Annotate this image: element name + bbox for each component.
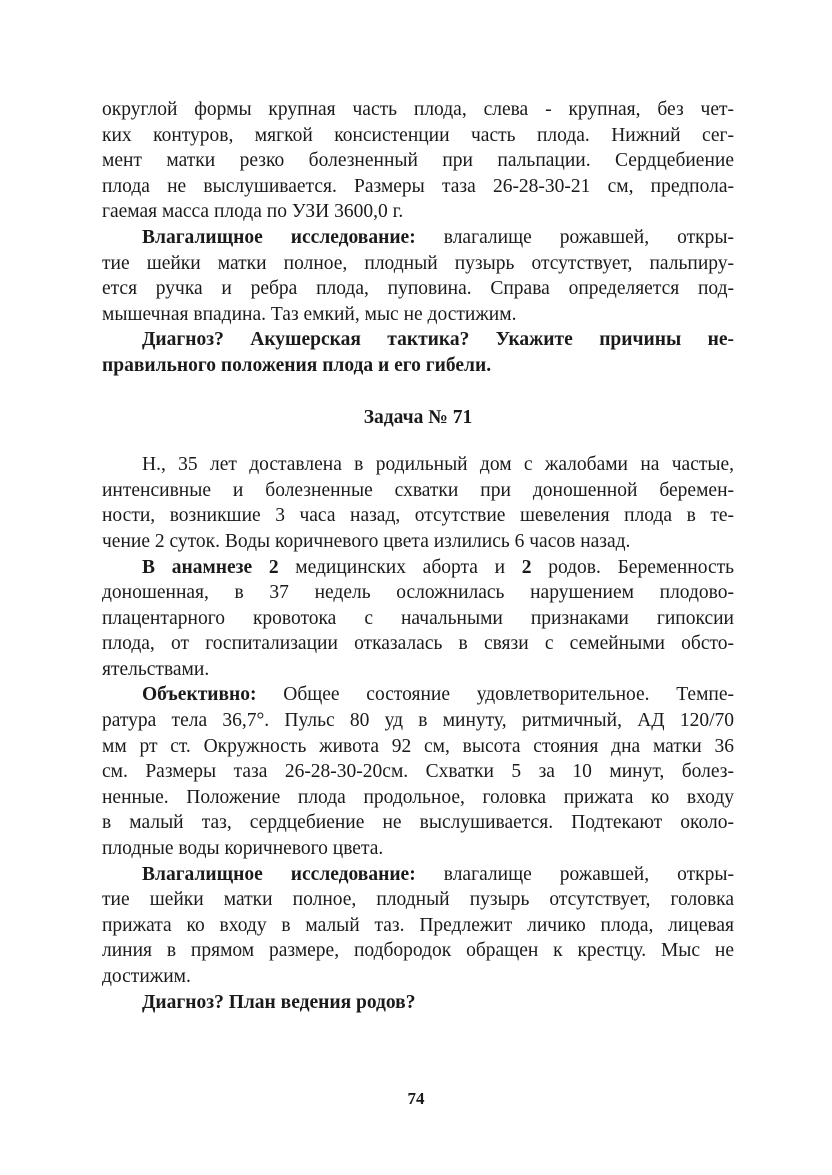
text-line: см. Размеры таза 26-28-30-20см. Схватки 5 за 10 минут, болез-	[102, 761, 734, 783]
text-line: ратура тела 36,7°. Пульс 80 уд в минуту, ритмичный, АД 120/70	[102, 710, 734, 732]
bold-lead: В анамнезе	[142, 556, 253, 578]
question-block-2	[102, 990, 734, 1016]
text-line: округлой формы крупная часть плода, слева - крупная, без чет-	[102, 99, 734, 120]
text-line: мышечная впадина. Таз емкий, мыс не достижим.	[102, 303, 517, 325]
text-line: правильного положения плода и его гибели.	[102, 354, 492, 376]
text-line: ких контуров, мягкой консистенции часть плода. Нижний сег-	[102, 124, 734, 146]
text-line: тие шейки матки полное, плодный пузырь отсутствует, головка	[102, 889, 734, 911]
text-line: доношенная, в 37 недель осложнилась нарушением плодово-	[102, 582, 734, 604]
paragraph-case-description	[102, 97, 734, 225]
bold-number: 2	[521, 556, 532, 578]
paragraph-anamnesis	[102, 555, 734, 683]
text-line	[102, 862, 734, 888]
text-line	[102, 555, 734, 581]
paragraph-vaginal-exam-2	[102, 862, 734, 990]
text-run: медицинских аборта и	[278, 556, 522, 578]
text-run	[252, 557, 269, 578]
text-line	[102, 225, 734, 251]
text-line: Н., 35 лет доставлена в родильный дом с жалобами на частые,	[142, 454, 734, 476]
text-line: ятельствами.	[102, 658, 210, 680]
text-line: прижата ко входу в малый таз. Предлежит личико плода, лицевая	[102, 914, 734, 936]
paragraph-complaints	[102, 452, 734, 554]
text-line: мент матки резко болезненный при пальпации. Сердцебиение	[102, 150, 734, 172]
text-line: ненные. Положение плода продольное, головка прижата ко входу	[102, 786, 734, 808]
text-line: чение 2 суток. Воды коричневого цвета излились 6 часов назад.	[102, 530, 631, 552]
text-run: родов. Беременность	[531, 556, 735, 578]
bold-lead: Влагалищное исследование:	[142, 863, 416, 885]
task-heading: Задача № 71	[363, 406, 473, 428]
text-line: ется ручка и ребра плода, пуповина. Справа определяется под-	[102, 278, 734, 300]
paragraph-objective	[102, 682, 734, 861]
text-line: мм рт ст. Окружность живота 92 см, высота стояния дна матки 36	[102, 735, 734, 757]
bold-lead: Влагалищное исследование:	[142, 226, 416, 248]
bold-number: 2	[268, 556, 279, 578]
page-number: 74	[407, 1089, 425, 1108]
text-line: Диагноз? Акушерская тактика? Укажите причины не-	[142, 329, 734, 351]
text-run: влагалище рожавшей, откры-	[415, 863, 734, 885]
text-line: гаемая масса плода по УЗИ 3600,0 г.	[102, 201, 404, 223]
text-line: ности, возникшие 3 часа назад, отсутствие шевеления плода в те-	[102, 505, 734, 527]
document-page	[102, 97, 734, 1015]
text-line: линия в прямом размере, подбородок обращен к крестцу. Мыс не	[102, 940, 734, 962]
bold-lead: Объективно:	[142, 684, 257, 706]
text-line: плода, от госпитализации отказалась в связи с семейными обсто-	[102, 633, 734, 655]
text-run: влагалище рожавшей, откры-	[415, 226, 734, 248]
question-block-1	[102, 327, 734, 378]
text-line: Диагноз? План ведения родов?	[142, 991, 416, 1013]
text-line: тие шейки матки полное, плодный пузырь отсутствует, пальпиру-	[102, 252, 734, 274]
text-line: плода не выслушивается. Размеры таза 26-28-30-21 см, предпола-	[102, 175, 734, 197]
text-run: Общее состояние удовлетворительное. Темпе-	[256, 684, 734, 706]
text-line: плодные воды коричневого цвета.	[102, 838, 384, 860]
paragraph-vaginal-exam-1	[102, 225, 734, 327]
text-line: в малый таз, сердцебиение не выслушивается. Подтекают около-	[102, 812, 734, 834]
text-line: интенсивные и болезненные схватки при доношенной беремен-	[102, 479, 734, 501]
text-line: достижим.	[102, 966, 191, 987]
text-line	[102, 682, 734, 708]
text-line: плацентарного кровотока с начальными признаками гипоксии	[102, 607, 734, 629]
